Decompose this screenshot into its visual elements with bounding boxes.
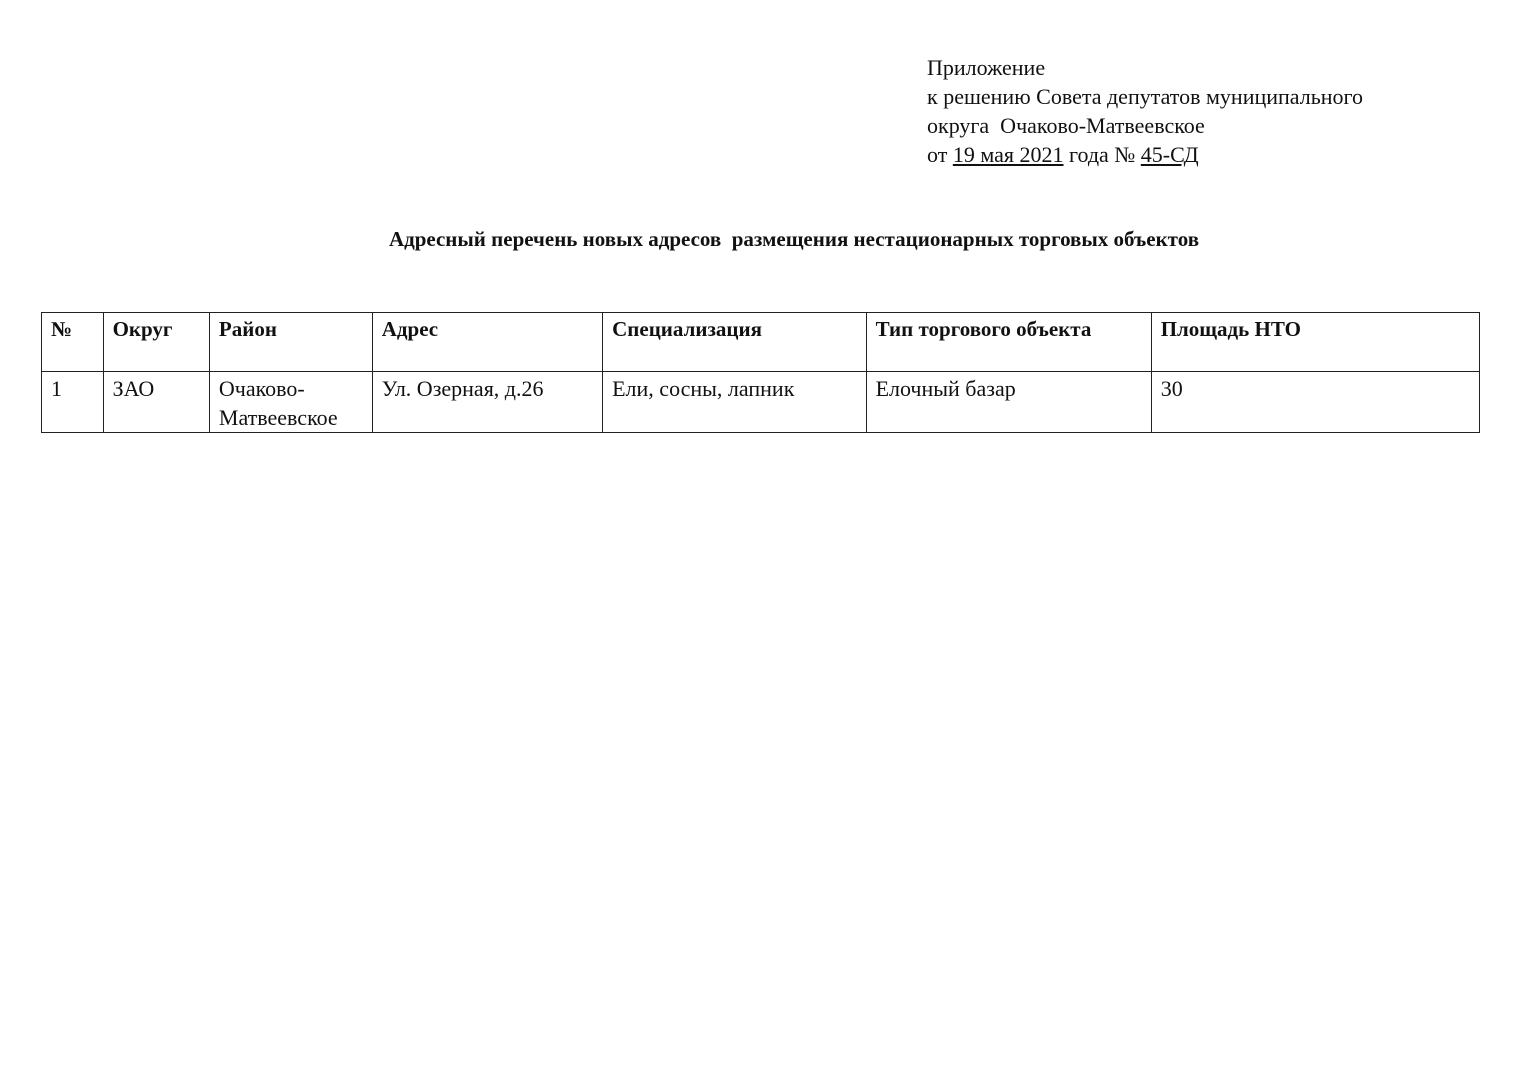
- cell-object-type: Елочный базар: [866, 372, 1151, 433]
- annex-number: 45-СД: [1140, 142, 1199, 167]
- cell-okrug: ЗАО: [103, 372, 209, 433]
- table-row: [42, 372, 1480, 433]
- annex-date: 19 мая 2021: [952, 142, 1064, 167]
- cell-area: 30: [1151, 372, 1479, 433]
- annex-title: Приложение: [927, 55, 1046, 80]
- annex-district-line: округа Очаково-Матвеевское: [927, 113, 1205, 138]
- nto-table: [41, 312, 1480, 433]
- annex-decision-line: к решению Совета депутатов муниципального: [927, 84, 1364, 109]
- header-okrug: Округ: [103, 313, 209, 372]
- cell-rayon: Очаково-Матвеевское: [209, 372, 372, 433]
- header-specialization: Специализация: [603, 313, 866, 372]
- header-address: Адрес: [372, 313, 602, 372]
- annex-block: [927, 53, 1363, 169]
- annex-date-prefix: от: [927, 142, 953, 167]
- annex-date-line: [927, 140, 1363, 169]
- header-area: Площадь НТО: [1151, 313, 1479, 372]
- document-title: Адресный перечень новых адресов размещения нестационарных торговых объектов: [388, 227, 1200, 251]
- header-number: №: [42, 313, 104, 372]
- annex-number-prefix: года №: [1063, 142, 1141, 167]
- table-header-row: [42, 313, 1480, 372]
- header-object-type: Тип торгового объекта: [866, 313, 1151, 372]
- cell-specialization: Ели, сосны, лапник: [603, 372, 866, 433]
- cell-number: 1: [42, 372, 104, 433]
- header-rayon: Район: [209, 313, 372, 372]
- cell-address: Ул. Озерная, д.26: [372, 372, 602, 433]
